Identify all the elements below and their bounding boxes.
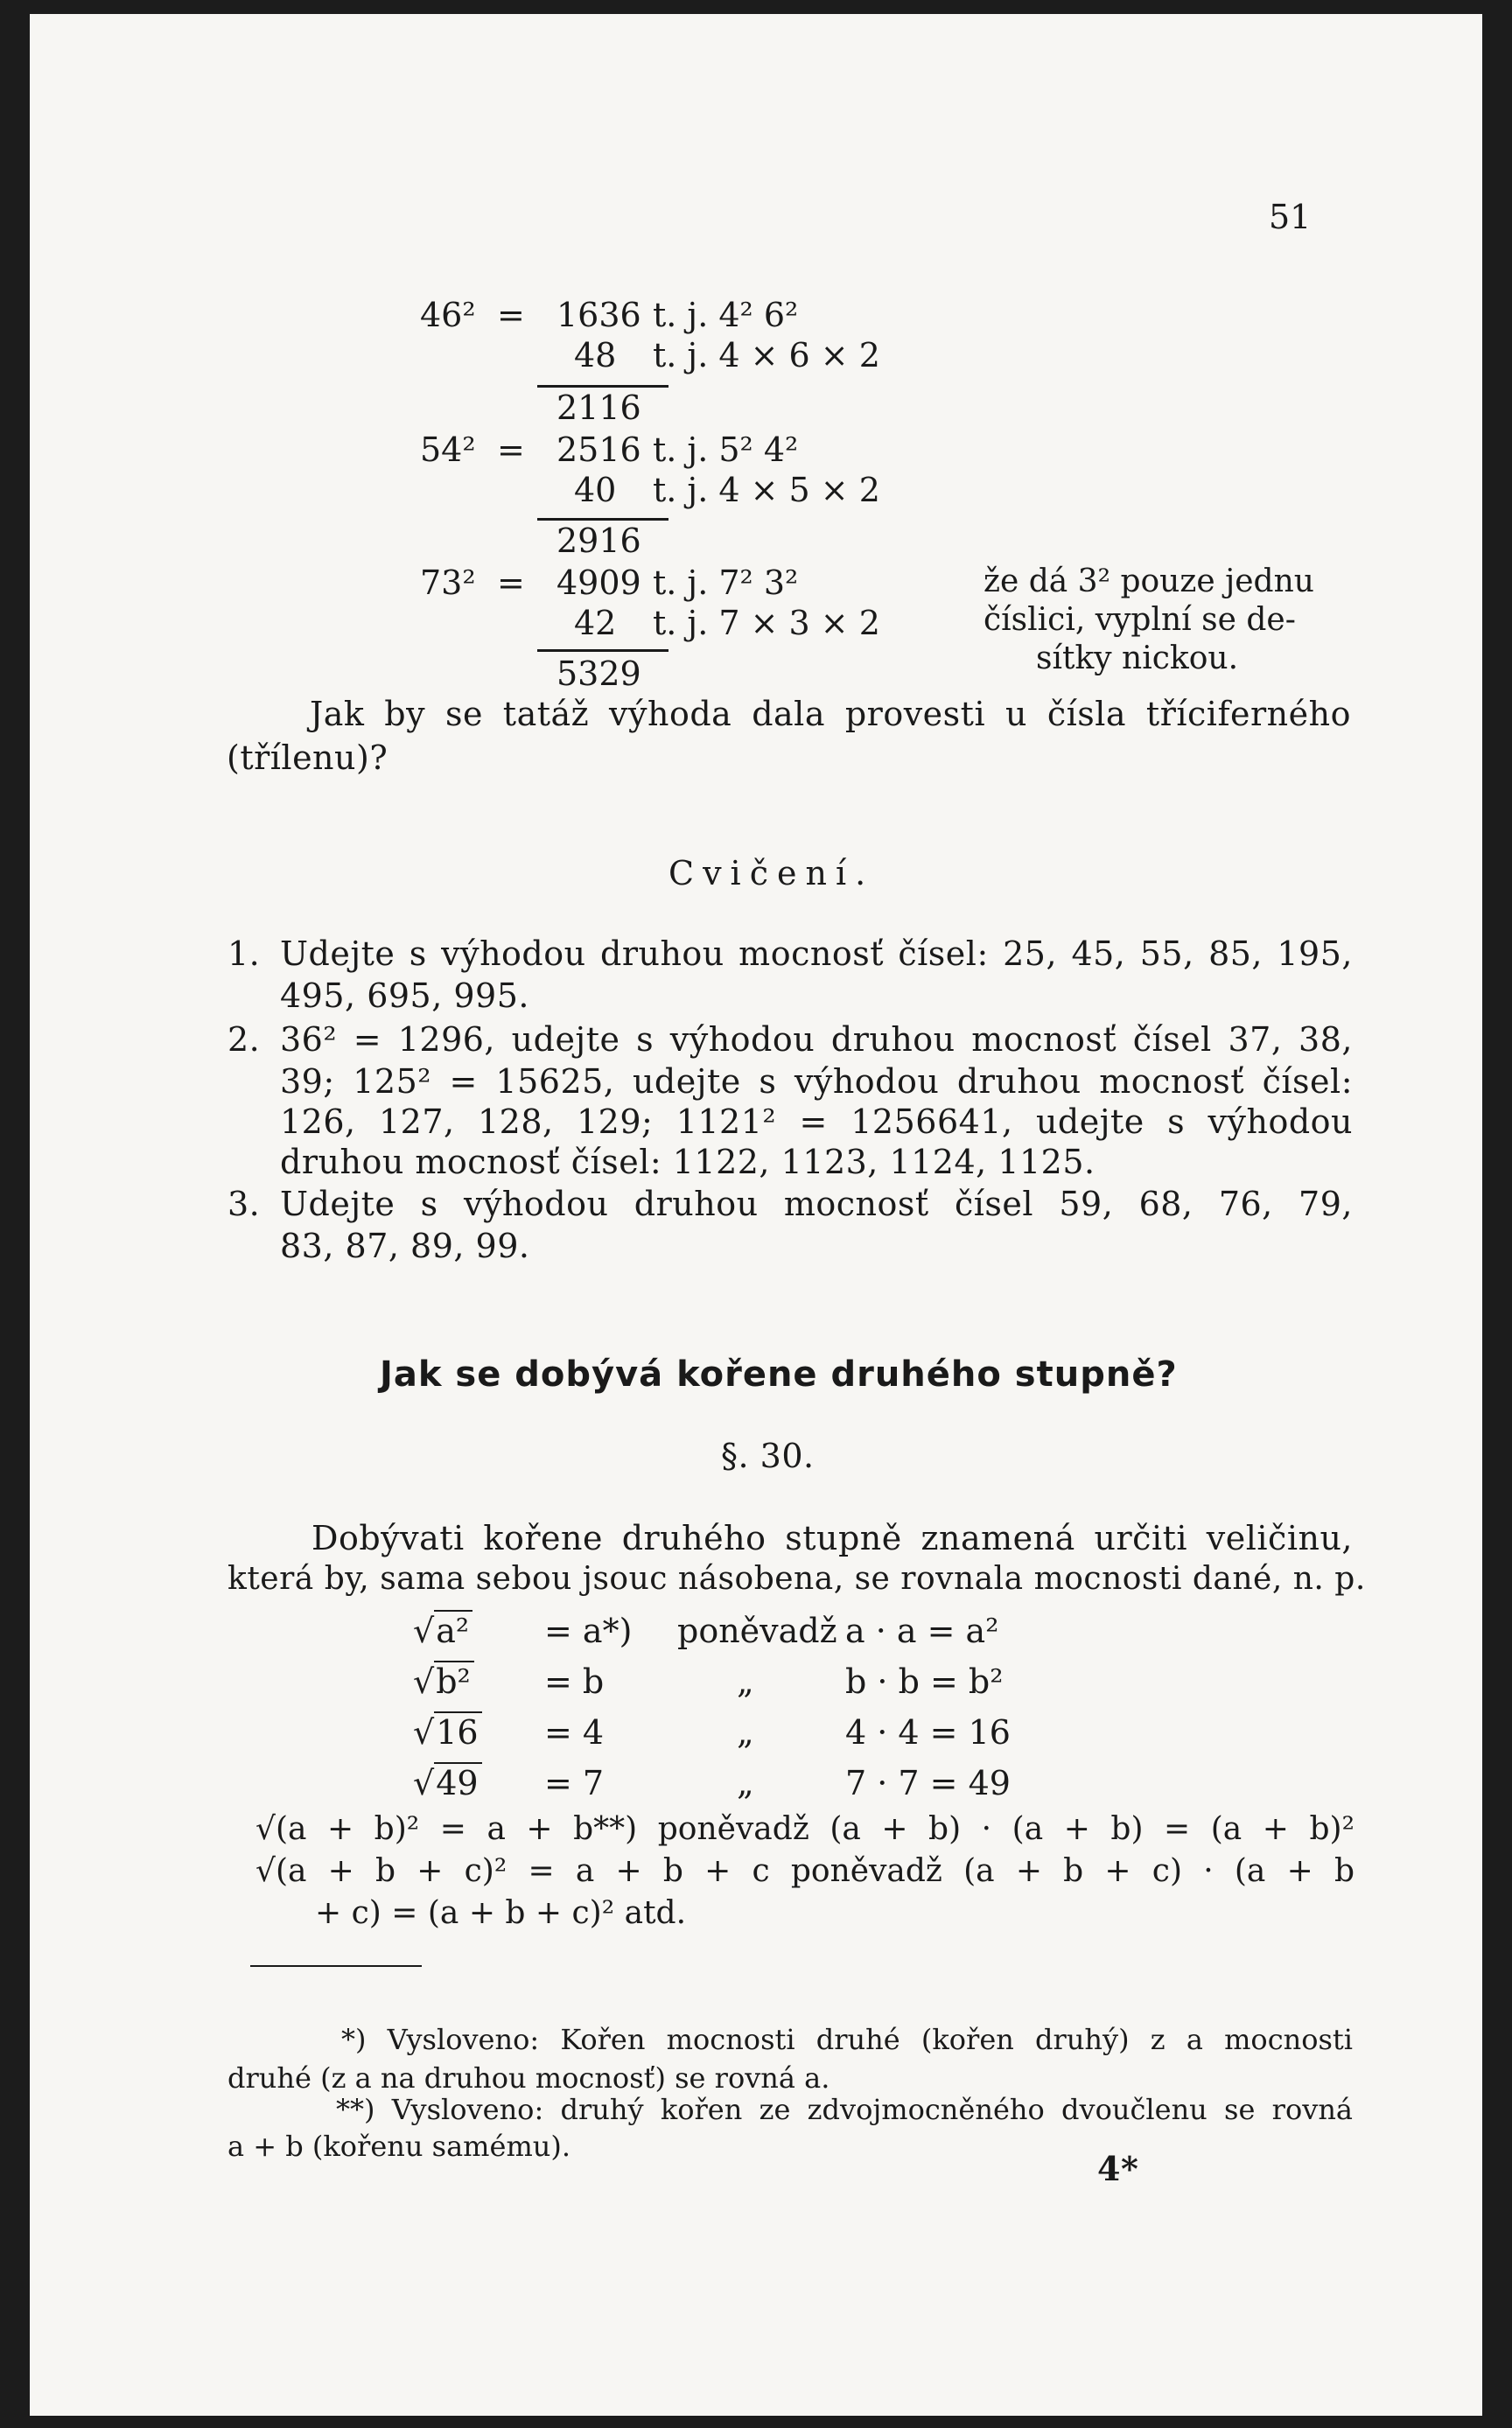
book-page <box>30 14 1482 2416</box>
ditto-mark: „ <box>737 1713 754 1752</box>
exercise-line: 83, 87, 89, 99. <box>280 1227 530 1265</box>
exercise-line: Udejte s výhodou druhou mocnosť čísel 59, 68, 76, 79, <box>280 1185 1353 1223</box>
square-value: 2516 <box>556 430 641 469</box>
exercise-line: 126, 127, 128, 129; 1121² = 1256641, udejte s výhodou <box>280 1102 1353 1141</box>
root-because: poněvadž <box>677 1612 837 1650</box>
question-line: Jak by se tatáž výhoda dala provesti u čísla tříciferného <box>310 695 1351 733</box>
root-product: 4 · 4 = 16 <box>845 1713 1011 1752</box>
page-number: 51 <box>1269 198 1312 236</box>
square-note: t. j. 4² 6² <box>653 296 799 334</box>
exercise-number: 3. <box>228 1185 261 1223</box>
radicand: 49 <box>434 1762 481 1802</box>
square-product: 48 <box>574 336 617 374</box>
square-note: t. j. 7² 3² <box>653 563 799 602</box>
square-product-note: t. j. 7 × 3 × 2 <box>653 604 880 642</box>
square-sum: 2916 <box>556 521 641 560</box>
intro-line: která by, sama sebou jsouc násobena, se rovnala mocnosti dané, n. p. <box>228 1561 1366 1597</box>
square-note: t. j. 5² 4² <box>653 430 799 469</box>
side-note-line: číslici, vyplní se de- <box>984 602 1296 638</box>
footnote-line: a + b (kořenu samému). <box>228 2130 571 2163</box>
exercise-number: 2. <box>228 1020 261 1059</box>
footnote-line: **) Vysloveno: druhý kořen ze zdvojmocněného dvoučlenu se rovná <box>336 2093 1353 2126</box>
equals-sign: = <box>497 296 525 334</box>
equals-sign: = <box>497 430 525 469</box>
exercise-title: Cvičení. <box>668 854 875 892</box>
square-label: 73² <box>420 563 476 602</box>
root-row <box>413 1713 482 1752</box>
square-label: 54² <box>420 430 476 469</box>
radical-icon: √ <box>413 1662 435 1701</box>
square-label: 46² <box>420 296 476 334</box>
footnote-line: *) Vysloveno: Kořen mocnosti druhé (kořen druhý) z a mocnosti <box>341 2023 1353 2056</box>
exercise-line: 495, 695, 995. <box>280 976 529 1015</box>
intro-line: Dobývati kořene druhého stupně znamená určiti veličinu, <box>312 1519 1353 1557</box>
root-product: a · a = a² <box>845 1612 999 1650</box>
ditto-mark: „ <box>737 1764 754 1802</box>
side-note-line: že dá 3² pouze jednu <box>984 563 1314 599</box>
long-root-line: + c) = (a + b + c)² atd. <box>315 1895 687 1931</box>
root-result: = b <box>544 1662 605 1701</box>
footnote-divider <box>250 1965 422 1967</box>
footnote-line: druhé (z a na druhou mocnosť) se rovná a. <box>228 2061 830 2095</box>
root-product: b · b = b² <box>845 1662 1004 1701</box>
square-product-note: t. j. 4 × 6 × 2 <box>653 336 880 374</box>
root-row <box>413 1612 472 1650</box>
square-value: 1636 <box>556 296 641 334</box>
radicand: b² <box>434 1661 474 1701</box>
side-note-line: sítky nickou. <box>1036 640 1239 676</box>
equals-sign: = <box>497 563 525 602</box>
root-row <box>413 1662 474 1701</box>
section-heading: Jak se dobývá kořene druhého stupně? <box>380 1354 1178 1395</box>
long-root-line: √(a + b + c)² = a + b + c poněvadž (a + b + c) · (a + b <box>256 1853 1354 1889</box>
section-number: §. 30. <box>721 1437 815 1475</box>
square-product-note: t. j. 4 × 5 × 2 <box>653 471 880 509</box>
exercise-line: Udejte s výhodou druhou mocnosť čísel: 25, 45, 55, 85, 195, <box>280 934 1353 973</box>
square-value: 4909 <box>556 563 641 602</box>
root-row <box>413 1764 482 1802</box>
exercise-number: 1. <box>228 934 261 973</box>
radicand: a² <box>434 1610 472 1650</box>
radicand: 16 <box>434 1711 481 1752</box>
radical-icon: √ <box>413 1713 435 1752</box>
exercise-line: 36² = 1296, udejte s výhodou druhou mocnosť čísel 37, 38, <box>280 1020 1353 1059</box>
radical-icon: √ <box>413 1612 435 1650</box>
square-sum: 5329 <box>556 654 641 693</box>
signature-mark: 4* <box>1097 2149 1139 2188</box>
root-result: = 7 <box>544 1764 605 1802</box>
root-result: = a*) <box>544 1612 633 1650</box>
long-root-line: √(a + b)² = a + b**) poněvadž (a + b) · (a + b) = (a + b)² <box>256 1811 1354 1847</box>
exercise-line: 39; 125² = 15625, udejte s výhodou druhou mocnosť čísel: <box>280 1062 1353 1101</box>
radical-icon: √ <box>413 1764 435 1802</box>
sum-rule <box>537 385 668 388</box>
root-result: = 4 <box>544 1713 605 1752</box>
square-sum: 2116 <box>556 388 641 427</box>
sum-rule <box>537 649 668 652</box>
sum-rule <box>537 518 668 521</box>
square-product: 40 <box>574 471 617 509</box>
exercise-line: druhou mocnosť čísel: 1122, 1123, 1124, 1125. <box>280 1143 1096 1181</box>
ditto-mark: „ <box>737 1662 754 1701</box>
question-line: (třílenu)? <box>227 738 388 777</box>
root-product: 7 · 7 = 49 <box>845 1764 1011 1802</box>
square-product: 42 <box>574 604 617 642</box>
